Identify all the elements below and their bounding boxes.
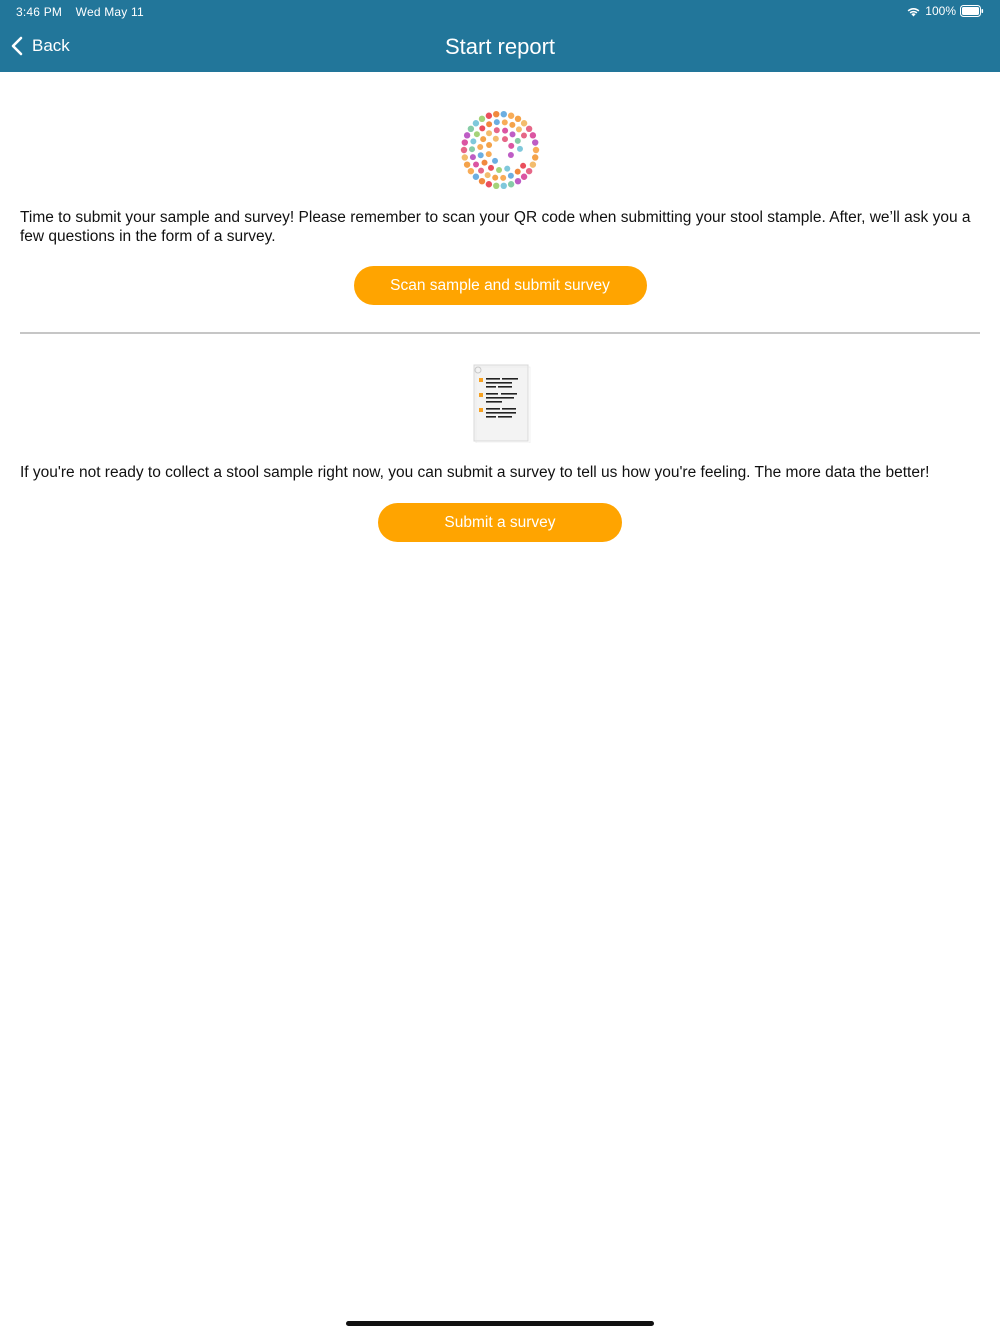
dotted-swirl-logo-icon [458, 108, 542, 192]
battery-icon [960, 5, 984, 17]
home-indicator [346, 1321, 654, 1326]
page-title: Start report [444, 34, 556, 59]
submit-survey-button[interactable]: Submit a survey [378, 503, 622, 542]
section-divider [20, 332, 980, 334]
back-label: Back [32, 36, 70, 55]
sample-instructions-text: Time to submit your sample and survey! Please remember to scan your QR code when submitting your stool stample. After, we’ll ask you a few questions in the form of a survey. [20, 209, 971, 245]
scan-sample-button[interactable]: Scan sample and submit survey [354, 266, 647, 305]
status-bar-left [16, 5, 144, 19]
survey-document-icon [469, 363, 531, 443]
wifi-icon [906, 6, 921, 17]
survey-instructions-text: If you're not ready to collect a stool sample right now, you can submit a survey to tell us how you're feeling. The more data the better! [20, 464, 930, 481]
status-date: Wed May 11 [75, 5, 144, 19]
navigation-bar [0, 0, 1000, 72]
main-content [20, 72, 980, 542]
battery-percent: 100% [925, 4, 956, 18]
status-time: 3:46 PM [16, 5, 63, 19]
status-bar-right [906, 4, 984, 18]
